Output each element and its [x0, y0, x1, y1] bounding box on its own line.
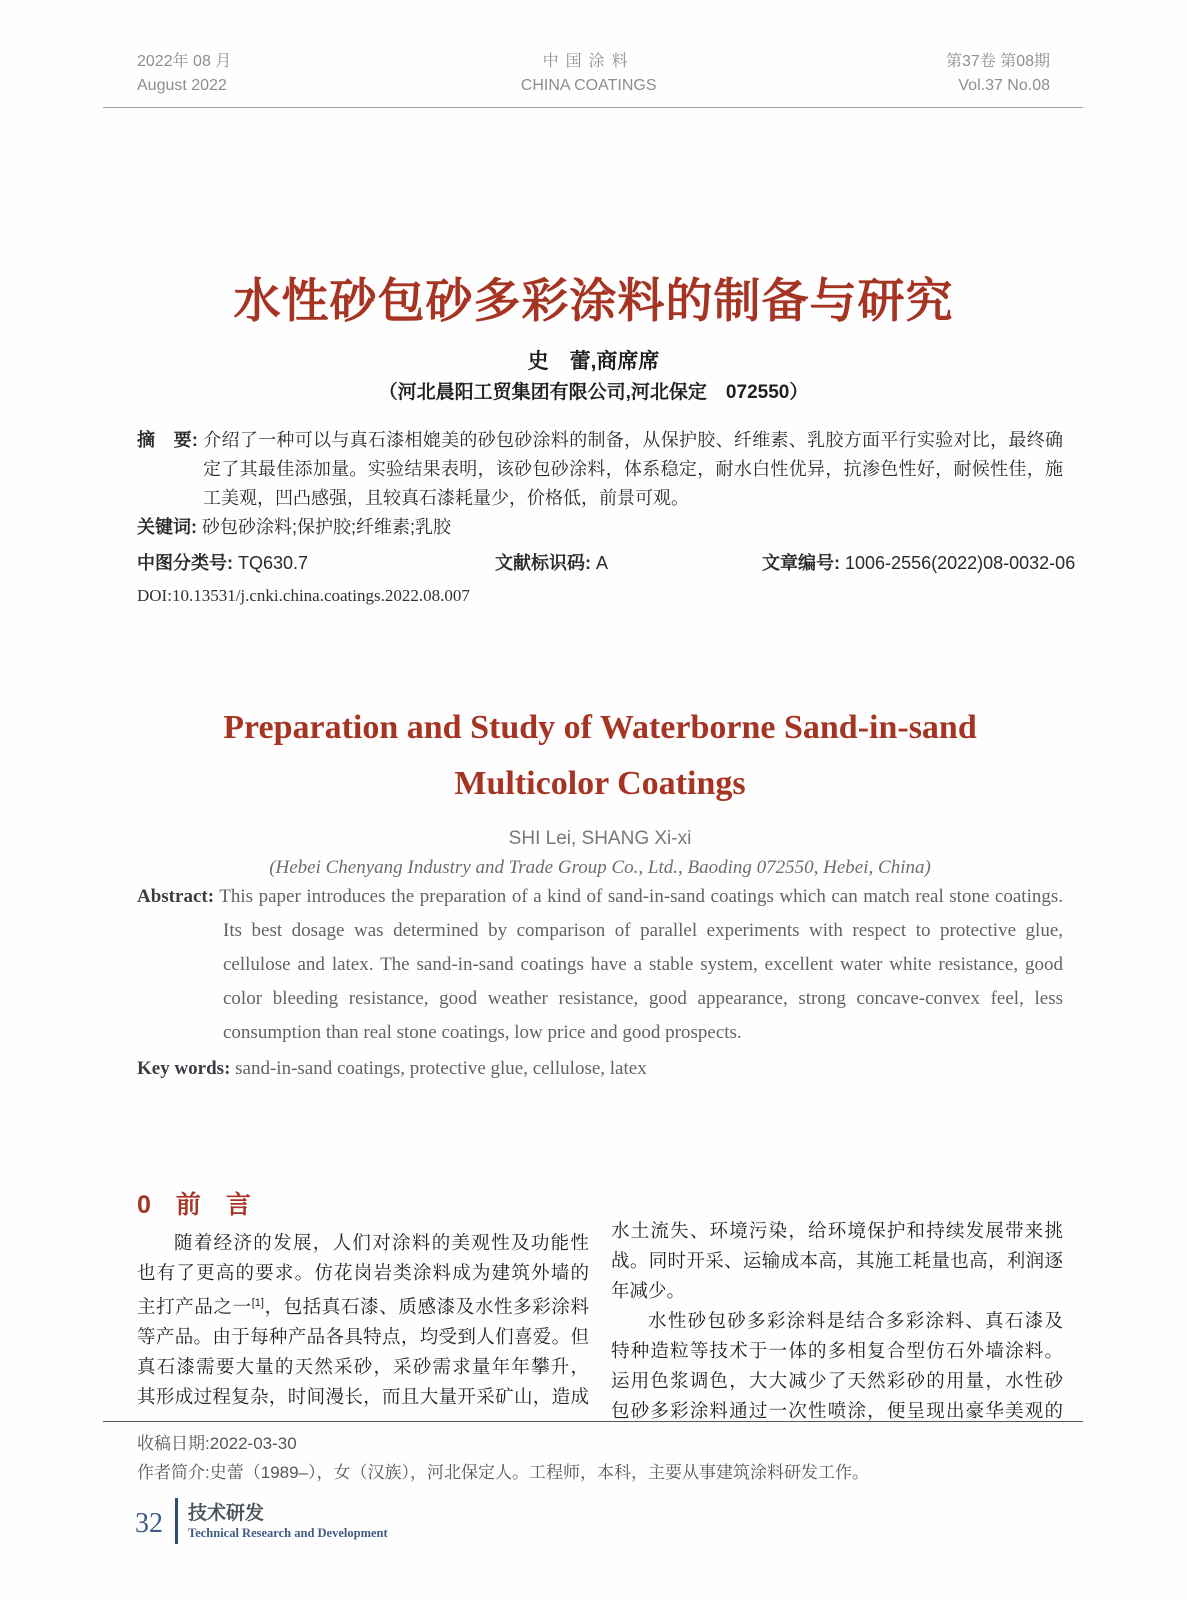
body-text-line: 特种造粒等技术于一体的多相复合型仿石外墙涂料。	[611, 1340, 1063, 1361]
keywords-label-en: Key words:	[137, 1058, 231, 1079]
doi: DOI:10.13531/j.cnki.china.coatings.2022.08.007	[137, 586, 470, 605]
article-title-en-line1: Preparation and Study of Waterborne Sand-in-sand	[223, 709, 977, 746]
received-date-label: 收稿日期:	[137, 1434, 210, 1453]
footnote	[137, 1429, 1063, 1487]
body-text-line: 战。同时开采、运输成本高，其施工耗量也高，利润逐	[611, 1250, 1063, 1271]
authors-cn: 史 蕾,商席席	[527, 350, 660, 373]
body-text-line: 真石漆需要大量的天然采砂，采砂需求量年年攀升，	[137, 1356, 589, 1378]
header-divider	[103, 107, 1083, 108]
document-code	[495, 549, 608, 578]
abstract-label-cn: 摘 要:	[137, 430, 198, 450]
abstract-label-en: Abstract:	[137, 886, 215, 907]
article-id-value: 1006-2556(2022)08-0032-06	[845, 553, 1076, 573]
header-issue-cn: 第37卷 第08期	[945, 53, 1050, 70]
article-title-cn: 水性砂包砂多彩涂料的制备与研究	[233, 274, 954, 327]
keywords-text-en: sand-in-sand coatings, protective glue, cellulose, latex	[235, 1058, 647, 1079]
abstract-cn	[137, 426, 1063, 513]
article-id-label: 文章编号:	[762, 553, 840, 573]
clc-number	[137, 549, 308, 578]
body-column-left-lines	[137, 1228, 589, 1412]
body-text-line: 等产品。由于每种产品各具特点，均受到人们喜爱。但	[137, 1326, 589, 1348]
body-text-line: 也有了更高的要求。仿花岗岩类涂料成为建筑外墙的	[137, 1262, 589, 1283]
keywords-cn	[137, 513, 1063, 542]
article-title-en	[137, 700, 1063, 812]
body-text-line: 随着经济的发展，人们对涂料的美观性及功能性	[174, 1232, 589, 1253]
abstract-text-cn: 介绍了一种可以与真石漆相媲美的砂包砂涂料的制备，从保护胶、纤维素、乳胶方面平行实验对比，最终确定了其最佳添加量。实验结果表明，该砂包砂涂料，体系稳定，耐水白性优异，抗渗色性好，耐候性佳，施工美观，凹凸感强，且较真石漆耗量少，价格低，前景可观。	[203, 430, 1063, 508]
affiliation-cn: （河北晨阳工贸集团有限公司,河北保定 072550）	[378, 382, 809, 403]
received-date-value: 2022-03-30	[209, 1434, 297, 1453]
article-title-en-line2: Multicolor Coatings	[454, 765, 746, 802]
keywords-text-cn: 砂包砂涂料;保护胶;纤维素;乳胶	[202, 517, 452, 537]
footer-bar	[175, 1498, 178, 1544]
article-id	[762, 549, 1075, 578]
authors-en: SHI Lei, SHANG Xi-xi	[508, 828, 692, 849]
footer-column-en: Technical Research and Development	[188, 1525, 388, 1540]
abstract-text-en: This paper introduces the preparation of a kind of sand-in-sand coatings which can match real stone coatings. Its best dosage was determined by comparison of parallel experiments with respect to protective glue, cellulose and latex. The sand-in-sand coatings have a stable system, excellent water white resistance, good color bleeding resistance, good weather resistance, good appearance, strong concave-convex feel, less consumption than real stone coatings, low price and good prospects.	[219, 886, 1063, 1043]
header-date-cn: 2022年 08 月	[137, 53, 232, 70]
body-text-line: 水性砂包砂多彩涂料是结合多彩涂料、真石漆及	[648, 1310, 1063, 1331]
abstract-block-en	[137, 880, 1063, 1086]
keywords-en	[137, 1052, 1063, 1086]
received-date-line	[137, 1429, 1063, 1458]
affiliation-en: (Hebei Chenyang Industry and Trade Group Co., Ltd., Baoding 072550, Hebei, China)	[269, 857, 931, 878]
body-text-line: 年减少。	[611, 1280, 686, 1301]
section-heading-0: 0 前 言	[137, 1191, 251, 1219]
document-code-value: A	[596, 553, 609, 573]
page-number: 32	[135, 1508, 163, 1539]
body-text-line: 主打产品之一[1]，包括真石漆、质感漆及水性多彩涂料	[137, 1296, 589, 1318]
body-column-left	[137, 1185, 589, 1412]
header-date-en: August 2022	[137, 77, 227, 94]
page-header	[137, 50, 1050, 98]
footer-column-name	[188, 1496, 388, 1546]
body-text-line: 运用色浆调色，大大减少了天然彩砂的用量，水性砂	[611, 1370, 1063, 1391]
body-column-right	[611, 1216, 1063, 1426]
header-journal-cn: 中国涂料	[542, 53, 635, 70]
author-bio-line	[137, 1458, 1063, 1487]
header-journal-en: CHINA COATINGS	[520, 77, 657, 94]
footer-column-cn: 技术研发	[188, 1502, 265, 1524]
body-text-line: 包砂多彩涂料通过一次性喷涂，便呈现出豪华美观的	[611, 1400, 1063, 1421]
body-text-line: 水土流失、环境污染，给环境保护和持续发展带来挑	[611, 1220, 1063, 1241]
english-head-block	[137, 700, 1063, 879]
footnote-divider	[103, 1421, 1083, 1422]
author-bio-text: 史蕾（1989–），女（汉族），河北保定人。工程师，本科，主要从事建筑涂料研发工作。	[209, 1463, 870, 1482]
clc-label: 中图分类号:	[137, 553, 233, 573]
abstract-en	[137, 880, 1063, 1050]
header-issue	[946, 50, 1050, 98]
page-footer	[135, 1496, 388, 1546]
abstract-block-cn	[137, 426, 1076, 610]
header-issue-en: Vol.37 No.08	[958, 77, 1050, 94]
citation-marker: [1]	[251, 1297, 264, 1309]
header-journal	[521, 50, 657, 98]
body-text-line: 其形成过程复杂，时间漫长，而且大量开采矿山，造成	[137, 1386, 589, 1408]
clc-value: TQ630.7	[238, 553, 309, 573]
document-code-label: 文献标识码:	[495, 553, 591, 573]
meta-row	[137, 549, 1076, 578]
author-bio-label: 作者简介:	[137, 1463, 210, 1482]
header-date	[137, 50, 231, 98]
keywords-label-cn: 关键词:	[137, 517, 197, 537]
